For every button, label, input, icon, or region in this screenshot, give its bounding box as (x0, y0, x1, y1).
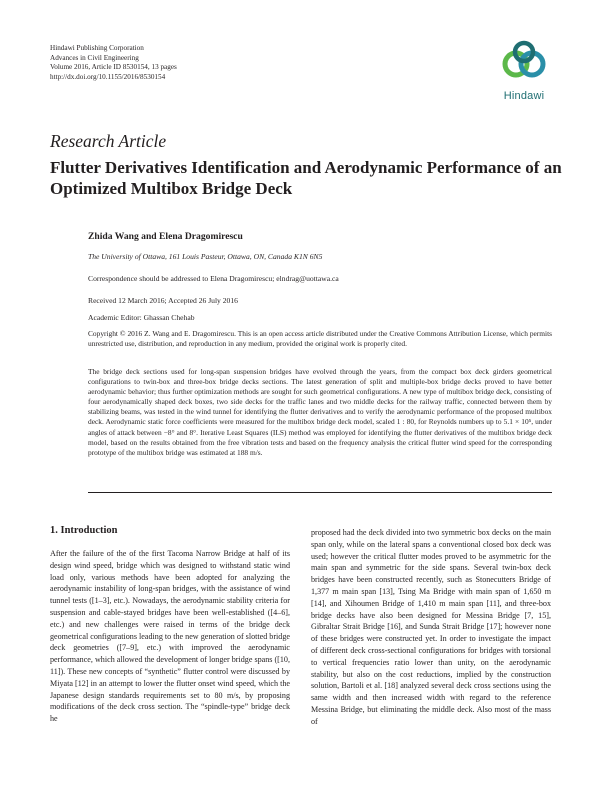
academic-editor: Academic Editor: Ghassan Chehab (88, 313, 195, 322)
doi-link[interactable]: http://dx.doi.org/10.1155/2016/8530154 (50, 72, 166, 81)
correspondence: Correspondence should be addressed to Elena Dragomirescu; elndrag@uottawa.ca (88, 274, 339, 283)
body-text-right-column: proposed had the deck divided into two symmetric box decks on the main span only, while on the lateral spans a conventional closed box deck was used; however the critical flutter modes proved to be asymmetric for the main span and symmetric for the side spans. Several twin-box deck bridges have been constructed recently, such as Stonecutters Bridge of 1,377 m main span [13], Tsing Ma Bridge with main span of 1,650 m [14], and Xihoumen Bridge of 1,410 m main span [11], and three-box bridge decks have also been designed for Messina Bridge [7, 15], Gibraltar Strait Bridge [16], and Sunda Strait Bridge [17]; however none of these bridges were constructed yet. In order to investigate the impact of different deck cross-sectional configurations for bridges with torsional to vertical frequencies ratio lower than unity, on the aerodynamic stability, but also on the cost reductions, implied by the construction solution, Bartoli et al. [18] analyzed several deck cross sections using the same width and then increased width with regard to the reference Messina Bridge, but eliminating the middle deck. Also most of the mass of (311, 528, 551, 726)
section-divider (88, 492, 552, 493)
journal-name: Advances in Civil Engineering (50, 53, 139, 62)
hindawi-logo-icon (496, 40, 552, 90)
body-text-left-column: After the failure of the of the first Tacoma Narrow Bridge at half of its design wind speed, bridge which was designed to withstand static wind load only, various methods have been adopted for analyzing the aerodynamic instability of long-span bridges, with the assistance of wind tunnel tests ([1–3], etc.). Nowadays, the aerodynamic stability criteria for suspension and cable-stayed bridges have been well-established ([4–6], etc.) and new challenges were raised in terms of the bridge deck geometrical configurations leading to the new generation of slotted bridge deck geometries ([7–9], etc.) with improved the aerodynamic performance, which allowed the development of longer bridge spans ([10, 11]). These new concepts of “synthetic” flutter control were discussed by Miyata [12] in an attempt to lower the flutter onset wind speed, which the Japanese design standards requirements set to 80 m/s, by proposing modifications of the deck cross section. The “spindle-type” bridge deck he (50, 549, 290, 724)
affiliation: The University of Ottawa, 161 Louis Pasteur, Ottawa, ON, Canada K1N 6N5 (88, 252, 323, 261)
abstract: The bridge deck sections used for long-span suspension bridges have evolved through the years, from the compact box deck girders geometrical configurations to twin-box and three-box bridge decks sections. The latest generation of split and multiple-box bridge decks proved to have better aerodynamic behavior; thus further optimization methods are sought for such geometrical configurations. A new type of multibox bridge deck, consisting of four aerodynamically shaped deck boxes, two side decks for the traffic lanes and two middle decks for the railway traffic, connected between them by stabilizing beams, was tested in the wind tunnel for identifying the flutter derivatives and to verify the aerodynamic performance of the proposed multibox deck. Aerodynamic static force coefficients were measured for the multibox bridge deck model, scaled 1 : 80, for Reynolds numbers up to 5.1 × 10⁵, under angles of attack between −8° and 8°. Iterative Least Squares (ILS) method was employed for identifying the flutter derivatives of the multibox bridge deck model, based on the results obtained from the free vibration tests and based on the frequency analysis the critical flutter wind speed for the corresponding prototype of the multibox bridge was estimated at 188 m/s. (88, 367, 552, 457)
paper-title: Flutter Derivatives Identification and Aerodynamic Performance of an Optimized Multibox Bridge Deck (50, 158, 562, 198)
hindawi-logo-text: Hindawi (503, 90, 545, 102)
hindawi-logo (496, 40, 552, 104)
publisher-name: Hindawi Publishing Corporation (50, 44, 144, 52)
volume-info: Volume 2016, Article ID 8530154, 13 pages (50, 63, 177, 72)
authors: Zhida Wang and Elena Dragomirescu (88, 231, 243, 242)
section-heading-introduction: 1. Introduction (50, 525, 118, 536)
journal-header (50, 44, 177, 82)
received-accepted-dates: Received 12 March 2016; Accepted 26 July 2016 (88, 296, 238, 305)
copyright-notice: Copyright © 2016 Z. Wang and E. Dragomirescu. This is an open access article distributed under the Creative Commons Attribution License, which permits unrestricted use, distribution, and reproduction in any medium, provided the original work is properly cited. (88, 329, 552, 348)
article-type: Research Article (50, 131, 167, 151)
